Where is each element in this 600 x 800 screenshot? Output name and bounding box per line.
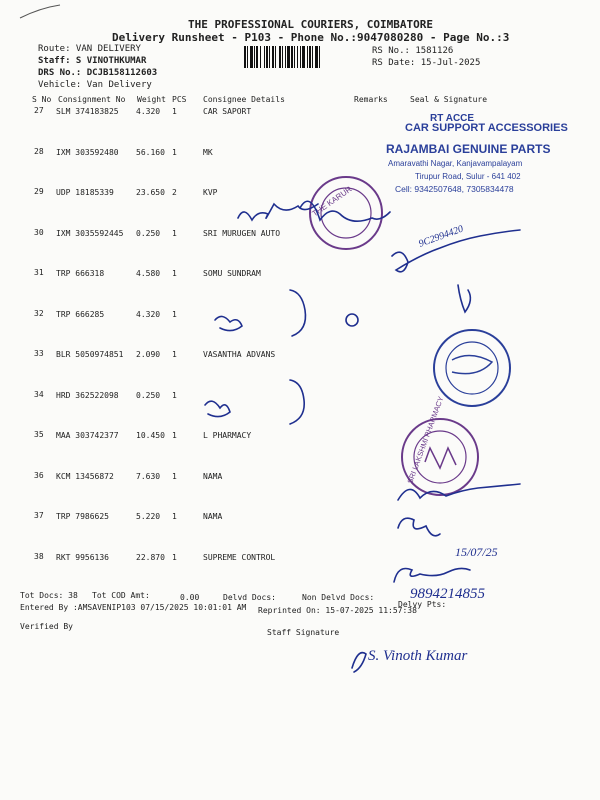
signature-row38 xyxy=(394,568,470,582)
row-sno: 31 xyxy=(34,268,44,277)
row-sno: 30 xyxy=(34,228,44,237)
col-remarks: Remarks xyxy=(354,95,388,104)
reprinted-on: Reprinted On: 15-07-2025 11:57:38 xyxy=(258,606,417,615)
row-consignment: IXM 303592480 xyxy=(56,148,119,157)
row-weight: 23.650 xyxy=(136,188,165,197)
runsheet-title: Delivery Runsheet - P103 - Phone No.:9047080280 - Page No.:3 xyxy=(112,31,510,44)
handwritten-name: S. Vinoth Kumar xyxy=(368,648,468,664)
row-consignment: TRP 666285 xyxy=(56,310,105,319)
mark-row32-bracket xyxy=(290,290,305,336)
row-weight: 4.580 xyxy=(136,269,161,278)
row-pcs: 1 xyxy=(172,512,177,521)
staff-signature-label: Staff Signature xyxy=(267,628,340,637)
vehicle-label: Vehicle: Van Delivery xyxy=(38,80,152,90)
drs-number: DRS No.: DCJB158112603 xyxy=(38,68,158,78)
row-weight: 4.320 xyxy=(136,107,161,116)
row-consignee: CAR SAPORT xyxy=(203,107,252,116)
rajambai-line6: Cell: 9342507648, 7305834478 xyxy=(395,184,514,194)
handwritten-number: 9C2994420 xyxy=(417,223,465,250)
rajambai-line1: RT ACCE xyxy=(430,113,475,124)
row-pcs: 1 xyxy=(172,553,177,562)
row-weight: 22.870 xyxy=(136,553,165,562)
row-pcs: 1 xyxy=(172,391,177,400)
row-weight: 0.250 xyxy=(136,391,161,400)
tot-docs: Tot Docs: 38 xyxy=(20,591,78,600)
row-consignment: MAA 303742377 xyxy=(56,431,119,440)
row-pcs: 1 xyxy=(172,107,177,116)
sri-lakshmi-text: SRI LAKSHMI PHARMACY xyxy=(405,395,446,485)
row-sno: 33 xyxy=(34,349,44,358)
row-weight: 5.220 xyxy=(136,512,161,521)
row-sno: 32 xyxy=(34,309,44,318)
row-pcs: 1 xyxy=(172,229,177,238)
row-pcs: 2 xyxy=(172,188,177,197)
row-sno: 28 xyxy=(34,147,44,156)
col-consignee: Consignee Details xyxy=(203,95,285,104)
staff-label: Staff: S VINOTHKUMAR xyxy=(38,56,147,66)
col-weight: Weight xyxy=(137,95,166,104)
tot-cod-value: 0.00 xyxy=(180,593,200,602)
route-label: Route: VAN DELIVERY xyxy=(38,44,141,54)
rajambai-stamp xyxy=(386,113,568,194)
row-sno: 27 xyxy=(34,106,44,115)
row-pcs: 1 xyxy=(172,431,177,440)
row-consignee: VASANTHA ADVANS xyxy=(203,350,276,359)
mark-row32-loop xyxy=(215,316,242,330)
row-weight: 10.450 xyxy=(136,431,165,440)
karur-stamp-text: THE KARUR xyxy=(310,184,354,219)
rajambai-line5: Tirupur Road, Sulur - 641 402 xyxy=(415,172,521,181)
row-pcs: 1 xyxy=(172,350,177,359)
verified-by: Verified By xyxy=(20,622,73,631)
row-consignment: TRP 7986625 xyxy=(56,512,109,521)
row-sno: 37 xyxy=(34,511,44,520)
sri-lakshmi-stamp xyxy=(402,395,478,495)
row-consignee: NAMA xyxy=(203,472,223,481)
non-delvd-docs: Non Delvd Docs: xyxy=(302,593,375,602)
mark-row34-bracket xyxy=(290,380,304,424)
handwritten-phone: 9894214855 xyxy=(410,586,485,602)
row-weight: 2.090 xyxy=(136,350,161,359)
row-consignment: KCM 13456872 xyxy=(56,472,114,481)
row-consignee: L PHARMACY xyxy=(203,431,252,440)
row-sno: 38 xyxy=(34,552,44,561)
row-weight: 7.630 xyxy=(136,472,161,481)
karur-stamp xyxy=(310,177,382,249)
delvd-docs: Delvd Docs: xyxy=(223,593,276,602)
row-sno: 35 xyxy=(34,430,44,439)
row-pcs: 1 xyxy=(172,310,177,319)
col-seal: Seal & Signature xyxy=(410,95,488,104)
col-sno: S No xyxy=(32,95,52,104)
row-consignee: SOMU SUNDRAM xyxy=(203,269,261,278)
round-stamp-blue xyxy=(434,330,510,406)
row-sno: 36 xyxy=(34,471,44,480)
mark-row32-circle xyxy=(346,314,358,326)
rajambai-line2: CAR SUPPORT ACCESSORIES xyxy=(405,122,568,134)
row-consignment: SLM 374183825 xyxy=(56,107,119,116)
delvy-pts: Delvy Pts: xyxy=(398,600,447,609)
mark-row34-loop xyxy=(205,401,230,416)
row-sno: 34 xyxy=(34,390,44,399)
row-consignment: HRD 362522098 xyxy=(56,391,119,400)
row-consignee: SUPREME CONTROL xyxy=(203,553,276,562)
rs-date: RS Date: 15-Jul-2025 xyxy=(372,58,481,68)
row-pcs: 1 xyxy=(172,148,177,157)
row-consignee: NAMA xyxy=(203,512,223,521)
row-weight: 4.320 xyxy=(136,310,161,319)
mark-row31-right xyxy=(458,285,470,312)
company-name: THE PROFESSIONAL COURIERS, COIMBATORE xyxy=(188,18,434,31)
row-consignment: TRP 666318 xyxy=(56,269,105,278)
row-pcs: 1 xyxy=(172,472,177,481)
row-consignment: BLR 5050974851 xyxy=(56,350,124,359)
rs-number: RS No.: 1581126 xyxy=(372,46,454,56)
col-pcs: PCS xyxy=(172,95,187,104)
row-consignee: KVP xyxy=(203,188,218,197)
signature-row37 xyxy=(398,518,440,536)
row-sno: 29 xyxy=(34,187,44,196)
rajambai-line3: RAJAMBAI GENUINE PARTS xyxy=(386,142,551,156)
signature-row29 xyxy=(238,204,318,220)
col-consignment: Consignment No xyxy=(58,95,126,104)
handwritten-date: 15/07/25 xyxy=(455,545,498,559)
row-consignment: RKT 9956136 xyxy=(56,553,109,562)
row-weight: 0.250 xyxy=(136,229,161,238)
row-consignment: UDP 18185339 xyxy=(56,188,114,197)
staff-signature-pen xyxy=(352,653,366,672)
rajambai-line4: Amaravathi Nagar, Kanjavampalayam xyxy=(388,159,523,168)
row-weight: 56.160 xyxy=(136,148,165,157)
row-pcs: 1 xyxy=(172,269,177,278)
corner-pen-mark xyxy=(20,5,60,18)
entered-by: Entered By :AMSAVENIP103 07/15/2025 10:01:01 AM xyxy=(20,603,247,612)
row-consignee: SRI MURUGEN AUTO xyxy=(203,229,281,238)
row-consignee: MK xyxy=(203,148,213,157)
row-consignment: IXM 3035592445 xyxy=(56,229,124,238)
tot-cod-label: Tot COD Amt: xyxy=(92,591,150,600)
